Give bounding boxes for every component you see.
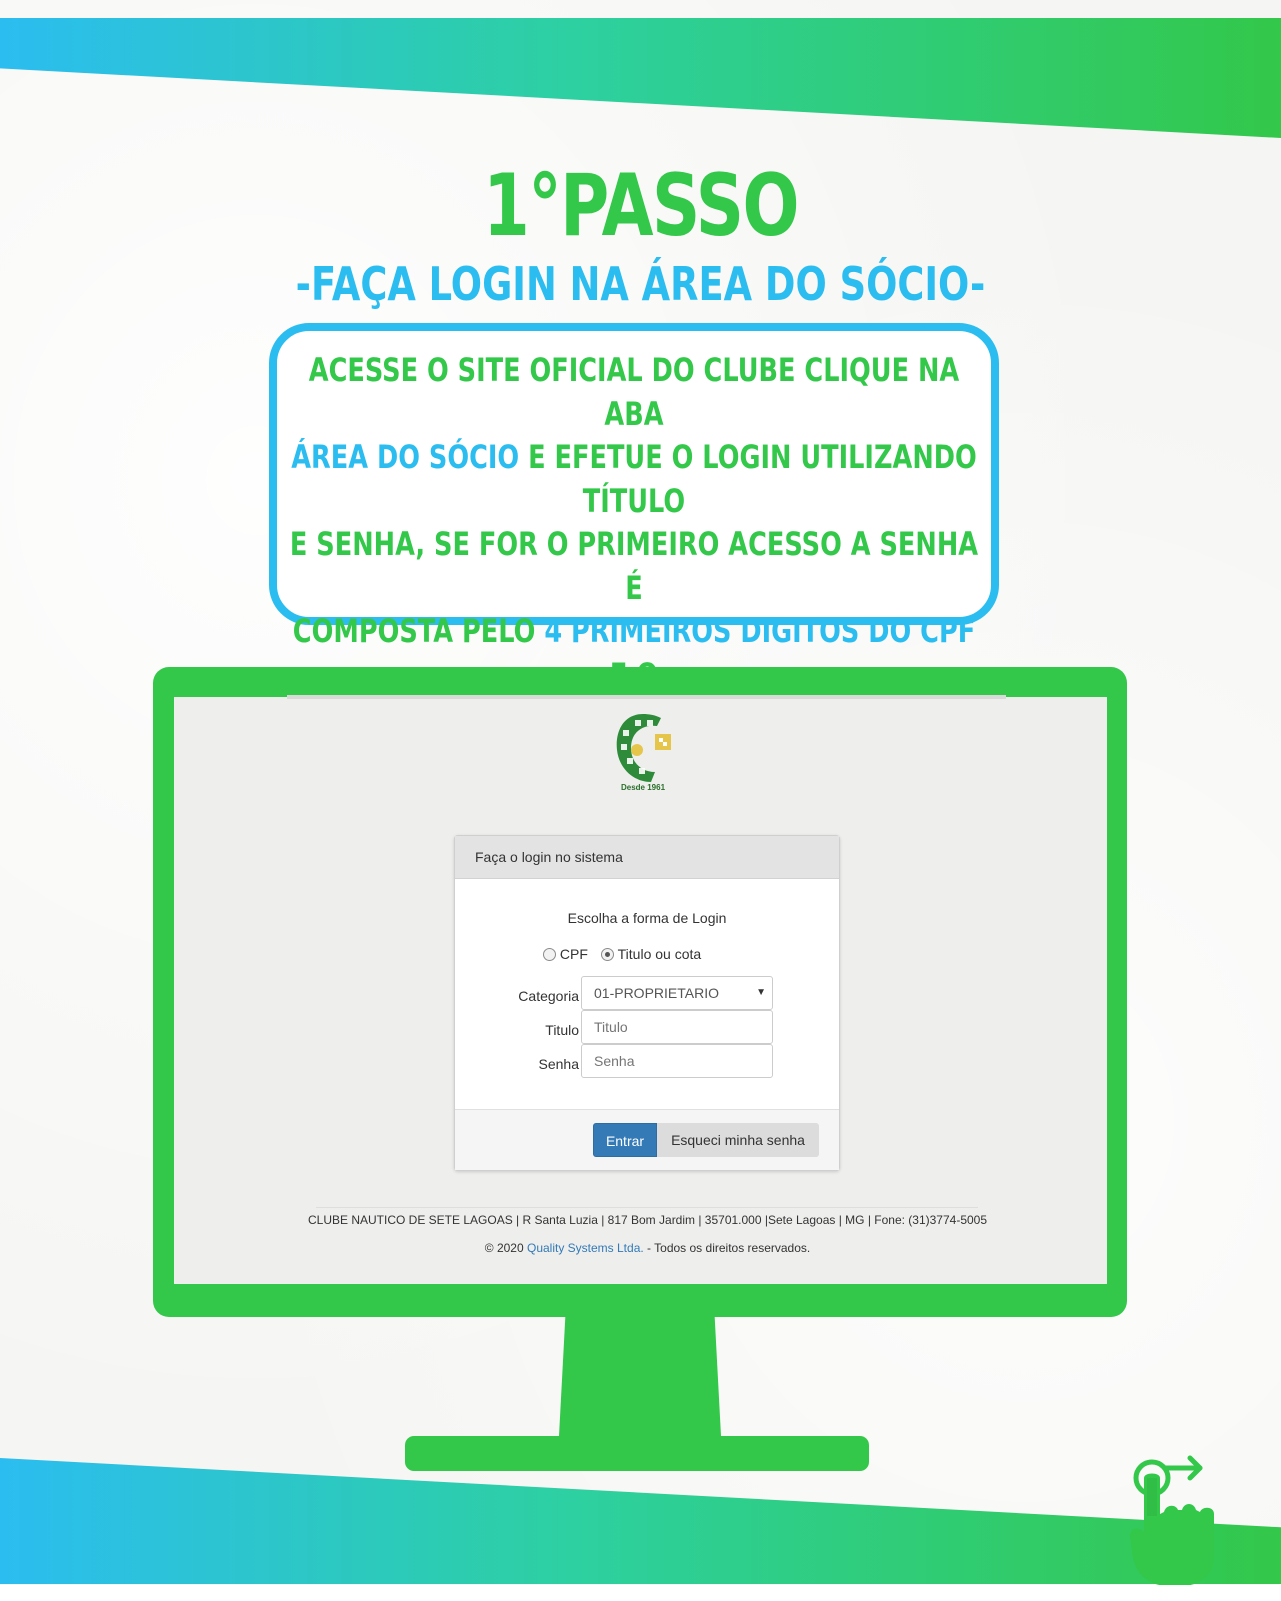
enter-button[interactable]: Entrar — [593, 1123, 657, 1157]
footer-copyright — [174, 1241, 1121, 1255]
radio-cpf-option[interactable] — [543, 946, 588, 962]
radio-titulo-label[interactable]: Titulo ou cota — [617, 946, 702, 962]
instructions-fragment: COMPOSTA PELO — [292, 612, 545, 650]
titulo-label: Titulo — [545, 1022, 579, 1038]
instructions-line — [284, 436, 983, 523]
categoria-label: Categoria — [518, 988, 579, 1004]
instructions-line: ACESSE O SITE OFICIAL DO CLUBE CLIQUE NA ABA — [308, 351, 960, 433]
radio-cpf-label[interactable]: CPF — [559, 946, 588, 962]
footer-divider — [316, 1207, 978, 1208]
forgot-password-button[interactable]: Esqueci minha senha — [657, 1123, 819, 1157]
highlight-text: 4 PRIMEIROS DIGITOS DO CPF — [544, 612, 976, 650]
radio-titulo[interactable] — [601, 948, 614, 961]
instructions-fragment: E EFETUE O LOGIN UTILIZANDO TÍTULO — [519, 438, 977, 520]
titulo-input[interactable] — [581, 1010, 773, 1044]
instructions-box — [269, 323, 999, 650]
copyright-suffix: - Todos os direitos reservados. — [643, 1241, 811, 1255]
instructions-line: E SENHA, SE FOR O PRIMEIRO ACESSO A SENHA É — [289, 525, 979, 607]
senha-input[interactable] — [581, 1044, 773, 1078]
pointing-hand-icon — [1128, 1452, 1232, 1588]
categoria-value: 01-PROPRIETARIO — [594, 985, 719, 1001]
login-panel-footer — [455, 1109, 839, 1170]
step-title: 1°PASSO — [483, 156, 798, 256]
monitor-stand — [559, 1314, 721, 1436]
chevron-down-icon: ▼ — [756, 987, 766, 998]
radio-titulo-option[interactable] — [601, 946, 701, 962]
step-subtitle: -FAÇA LOGIN NA ÁREA DO SÓCIO- — [295, 257, 986, 311]
screen-divider — [287, 695, 1006, 699]
arrow-right-icon — [1166, 1458, 1200, 1478]
company-link[interactable]: Quality Systems Ltda. — [526, 1241, 644, 1255]
login-mode-label: Escolha a forma de Login — [567, 910, 727, 926]
login-panel-heading: Faça o login no sistema — [455, 836, 839, 879]
bottom-border — [0, 1585, 1281, 1601]
copyright-prefix: © 2020 — [484, 1241, 527, 1255]
monitor-foot — [405, 1436, 869, 1471]
radio-cpf[interactable] — [543, 948, 556, 961]
login-panel — [454, 835, 840, 1171]
footer-address: CLUBE NAUTICO DE SETE LAGOAS | R Santa Luzia | 817 Bom Jardim | 35701.000 |Sete Lagoas | MG | Fone: (31)3774-5005 — [307, 1213, 988, 1227]
senha-label: Senha — [538, 1056, 579, 1072]
categoria-select[interactable] — [581, 976, 773, 1010]
logo-caption: Desde 1961 — [620, 783, 666, 792]
highlight-text: ÁREA DO SÓCIO — [291, 438, 520, 476]
